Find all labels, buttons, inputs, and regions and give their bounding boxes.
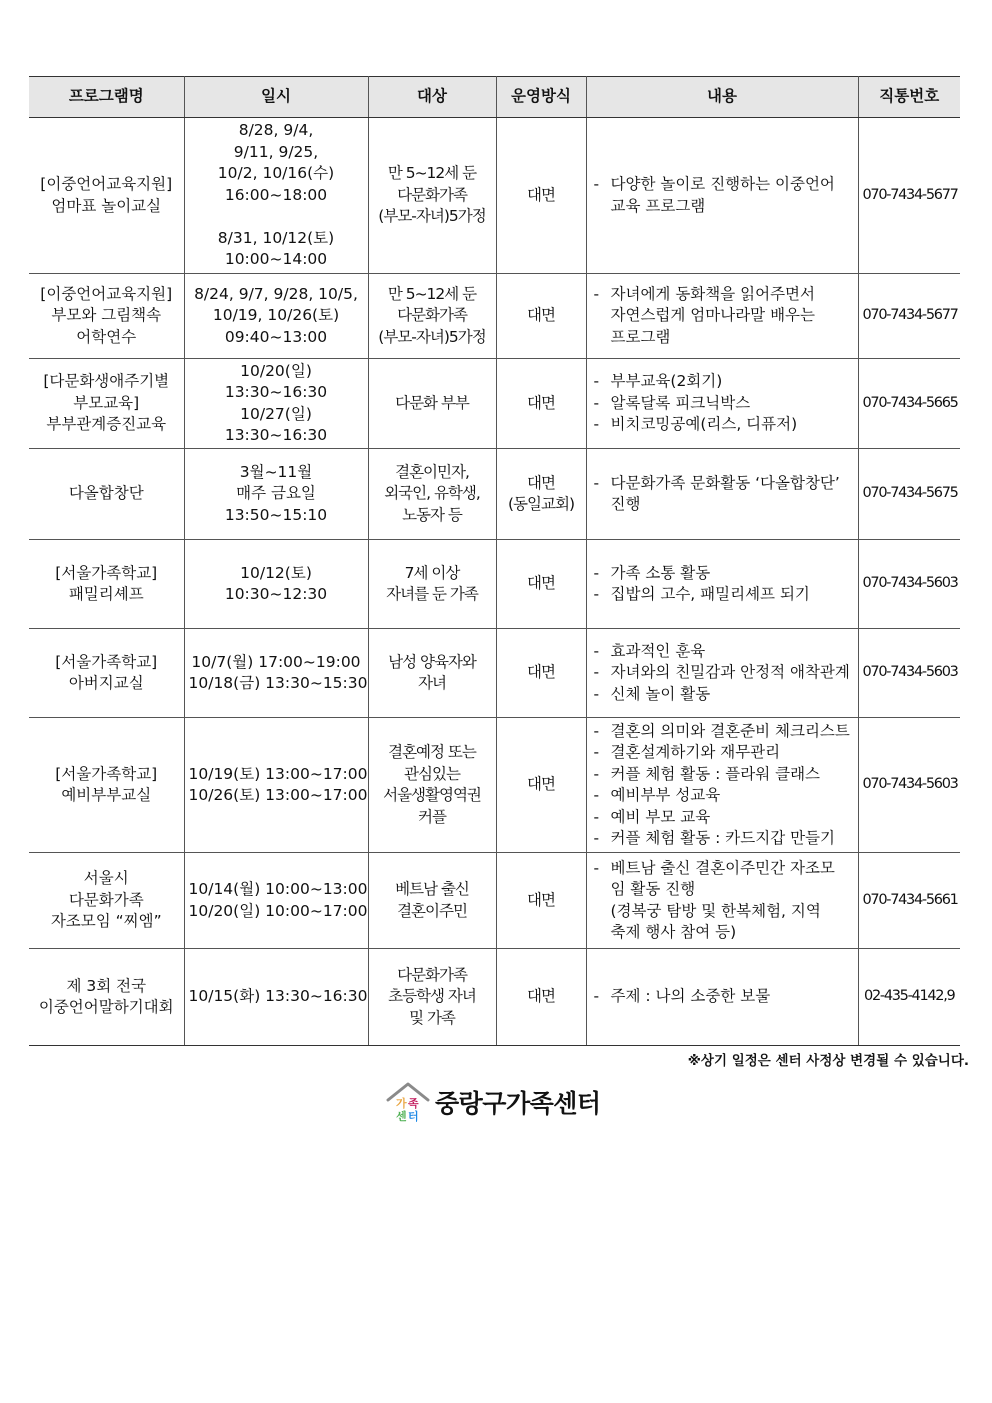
- target-cell-line: 서울생활영역권: [383, 786, 481, 804]
- content-cell: [586, 853, 858, 949]
- program-name-cell-line: 부모와 그림책속: [51, 306, 162, 325]
- schedule-cell-line: 10/19(토) 13:00~17:00: [188, 764, 368, 783]
- program-name-cell-line: [다문화생애주기별: [43, 372, 170, 391]
- target-cell-line: 베트남 출신: [395, 880, 469, 898]
- schedule-cell-line: 13:30~16:30: [224, 426, 328, 444]
- target-cell-line: 노동자 등: [402, 505, 462, 524]
- method-cell: [496, 274, 586, 359]
- program-name-cell: [29, 118, 184, 274]
- table-row: [29, 629, 960, 718]
- program-name-cell: [29, 629, 184, 718]
- bullet-text: [611, 721, 854, 743]
- bullet-text-line: 다양한 놀이로 진행하는 이중언어: [610, 175, 835, 193]
- method-cell: [496, 718, 586, 853]
- content-cell: [586, 629, 858, 718]
- bullet-text-line: (경복궁 탐방 및 한복체험, 지역: [610, 901, 821, 920]
- bullet-text-line: 예비부부 성교육: [610, 786, 721, 804]
- logo-mark-sen: 센: [396, 1110, 407, 1123]
- schedule-cell-line: 09:40~13:00: [224, 327, 328, 346]
- bullet-text: [611, 986, 854, 1008]
- schedule-cell-line: 8/28, 9/4,: [238, 121, 314, 140]
- target-cell-line: 외국인, 유학생,: [384, 484, 480, 503]
- header-target: 대상: [368, 77, 496, 118]
- bullet-text: [611, 807, 854, 829]
- bullet-text: [611, 785, 854, 807]
- phone-number-cell: 070-7434-5677: [858, 118, 960, 274]
- method-cell-line: 대면: [527, 306, 555, 325]
- table-row: [29, 540, 960, 629]
- method-cell-line: 대면: [527, 574, 555, 593]
- schedule-cell-line: 8/31, 10/12(토): [217, 228, 335, 247]
- method-cell-line: (동일교회): [508, 495, 574, 513]
- phone-number-cell: 070-7434-5603: [858, 629, 960, 718]
- schedule-cell-line: 10:00~14:00: [224, 250, 328, 269]
- content-cell: [586, 949, 858, 1046]
- program-name-cell: [29, 718, 184, 853]
- target-cell-line: 남성 양육자와: [388, 652, 476, 671]
- schedule-cell: [184, 949, 368, 1046]
- program-name-cell-line: 부부관계증진교육: [46, 415, 167, 434]
- content-bullet: [594, 393, 854, 415]
- bullet-dash: -: [593, 641, 600, 660]
- schedule-cell: [184, 449, 368, 540]
- target-cell-line: (부모-자녀)5가정: [378, 327, 486, 346]
- bullet-text-line: 예비 부모 교육: [610, 807, 711, 826]
- header-content: 내용: [586, 77, 858, 118]
- bullet-text-line: 자녀와의 친밀감과 안정적 애착관계: [610, 663, 850, 682]
- program-name-cell-line: 패밀리셰프: [68, 585, 144, 603]
- schedule-cell-line: 16:00~18:00: [224, 185, 328, 204]
- content-bullet: [594, 641, 854, 663]
- table-row: [29, 718, 960, 853]
- program-name-cell-line: [서울가족학교]: [55, 764, 158, 783]
- target-cell-line: 결혼이민자,: [395, 462, 469, 481]
- bullet-text-line: 자연스럽게 엄마나라말 배우는: [610, 306, 816, 325]
- bullet-text-line: 결혼의 의미와 결혼준비 체크리스트: [610, 721, 850, 740]
- bullet-text: [611, 393, 854, 415]
- target-cell-line: (부모-자녀)5가정: [378, 207, 486, 226]
- bullet-text-line: 비치코밍공예(리스, 디퓨저): [610, 415, 798, 434]
- content-bullet: [594, 828, 854, 850]
- program-name-cell-line: [이중언어교육지원]: [40, 284, 173, 303]
- content-bullet: [594, 684, 854, 706]
- content-cell: [586, 359, 858, 449]
- schedule-cell-line: 10/20(일): [240, 361, 312, 380]
- schedule-cell-line: 10/12(토): [240, 563, 312, 582]
- target-cell-line: 만 5~12세 둔: [387, 164, 477, 183]
- target-cell-line: 다문화가족: [397, 965, 467, 984]
- schedule-cell-line: 10/14(월) 10:00~13:00: [188, 880, 368, 898]
- bullet-text-line: 신체 놀이 활동: [610, 684, 711, 703]
- content-bullet: [594, 284, 854, 349]
- target-cell-line: 다문화가족: [397, 185, 467, 204]
- target-cell: [368, 449, 496, 540]
- method-cell-line: 대면: [527, 473, 555, 492]
- content-bullet: [594, 414, 854, 436]
- target-cell-line: 커플: [418, 807, 446, 826]
- content-cell: [586, 118, 858, 274]
- content-bullet: [594, 807, 854, 829]
- bullet-text-line: 진행: [610, 495, 641, 513]
- header-schedule: 일시: [184, 77, 368, 118]
- program-name-cell-line: 엄마표 놀이교실: [51, 196, 162, 215]
- table-row: [29, 853, 960, 949]
- bullet-dash: -: [593, 858, 600, 877]
- program-name-cell-line: [이중언어교육지원]: [40, 175, 173, 193]
- schedule-change-note: ※상기 일정은 센터 사정상 변경될 수 있습니다.: [687, 1053, 969, 1069]
- target-cell-line: 관심있는: [404, 764, 460, 783]
- program-name-cell-line: 다올합창단: [68, 484, 144, 503]
- bullet-text-line: 자녀에게 동화책을 읽어주면서: [610, 284, 816, 303]
- schedule-cell-line: 10/26(토) 13:00~17:00: [188, 786, 368, 804]
- logo-mark-teo: 터: [408, 1110, 419, 1123]
- table-row: [29, 274, 960, 359]
- bullet-dash: -: [593, 415, 600, 434]
- content-cell: [586, 718, 858, 853]
- bullet-dash: -: [593, 764, 600, 783]
- program-name-cell: [29, 449, 184, 540]
- bullet-text-line: 집밥의 고수, 패밀리셰프 되기: [610, 585, 810, 603]
- content-bullet: [594, 473, 854, 516]
- program-name-cell-line: 서울시: [83, 869, 129, 888]
- bullet-dash: -: [593, 987, 600, 1006]
- schedule-cell-line: 13:50~15:10: [224, 505, 328, 524]
- bullet-text-line: 축제 행사 참여 등): [610, 923, 737, 941]
- content-bullet: [594, 174, 854, 217]
- schedule-cell-line: 10/7(월) 17:00~19:00: [191, 652, 361, 671]
- target-cell-line: 결혼이주민: [397, 901, 467, 920]
- content-bullet: [594, 742, 854, 764]
- schedule-cell-line: 9/11, 9/25,: [233, 142, 319, 161]
- content-bullet: [594, 662, 854, 684]
- target-cell-line: 자녀를 둔 가족: [386, 585, 478, 603]
- phone-number-cell: 070-7434-5603: [858, 540, 960, 629]
- table-row: [29, 949, 960, 1046]
- method-cell-line: 대면: [527, 775, 555, 794]
- content-bullet: [594, 785, 854, 807]
- program-name-cell-line: 제 3회 전국: [66, 976, 147, 995]
- bullet-text: [611, 641, 854, 663]
- bullet-text: [611, 584, 854, 606]
- target-cell-line: 다문화 부부: [395, 393, 469, 412]
- target-cell: [368, 274, 496, 359]
- family-center-logo-icon: [385, 1080, 431, 1124]
- target-cell-line: 다문화가족: [397, 306, 467, 325]
- method-cell: [496, 359, 586, 449]
- bullet-dash: -: [593, 721, 600, 740]
- bullet-text: [611, 764, 854, 786]
- schedule-cell-line: 13:30~16:30: [224, 383, 328, 401]
- schedule-cell-line: [189, 206, 364, 228]
- content-cell: [586, 449, 858, 540]
- bullet-dash: -: [593, 563, 600, 582]
- phone-number-cell: 070-7434-5675: [858, 449, 960, 540]
- program-name-cell-line: 예비부부교실: [61, 786, 152, 804]
- content-bullet: [594, 371, 854, 393]
- method-cell: [496, 449, 586, 540]
- bullet-text: [611, 414, 854, 436]
- method-cell: [496, 949, 586, 1046]
- bullet-dash: -: [593, 393, 600, 412]
- table-header-row: [29, 77, 960, 118]
- schedule-cell: [184, 359, 368, 449]
- bullet-text: [611, 662, 854, 684]
- target-cell: [368, 629, 496, 718]
- program-name-cell-line: 어학연수: [76, 327, 137, 346]
- header-phone: 직통번호: [858, 77, 960, 118]
- bullet-text: [611, 858, 854, 944]
- target-cell: [368, 949, 496, 1046]
- bullet-dash: -: [593, 284, 600, 303]
- bullet-dash: -: [593, 473, 600, 492]
- schedule-cell: [184, 274, 368, 359]
- content-bullet: [594, 858, 854, 944]
- bullet-text-line: 베트남 출신 결혼이주민간 자조모: [610, 858, 835, 877]
- method-cell-line: 대면: [527, 890, 555, 909]
- target-cell-line: 7세 이상: [404, 563, 460, 582]
- method-cell: [496, 540, 586, 629]
- schedule-cell: [184, 718, 368, 853]
- schedule-cell-line: 3월~11월: [239, 462, 313, 481]
- logo-mark-ga: 가: [396, 1097, 407, 1110]
- bullet-text: [611, 473, 854, 516]
- center-name: 중랑구가족센터: [435, 1089, 601, 1118]
- bullet-dash: -: [593, 663, 600, 682]
- phone-number-cell: 02-435-4142,9: [858, 949, 960, 1046]
- method-cell-line: 대면: [527, 393, 555, 412]
- content-cell: [586, 540, 858, 629]
- program-name-cell-line: 자조모임 “찌엠”: [50, 912, 162, 931]
- bullet-text: [611, 563, 854, 585]
- target-cell-line: 결혼예정 또는: [388, 743, 476, 761]
- phone-number-cell: 070-7434-5661: [858, 853, 960, 949]
- bullet-dash: -: [593, 829, 600, 847]
- method-cell-line: 대면: [527, 663, 555, 682]
- bullet-dash: -: [593, 175, 600, 193]
- method-cell-line: 대면: [527, 185, 555, 204]
- table-row: [29, 449, 960, 540]
- target-cell: [368, 118, 496, 274]
- method-cell: [496, 853, 586, 949]
- bullet-dash: -: [593, 807, 600, 826]
- schedule-cell-line: 매주 금요일: [236, 484, 316, 503]
- bullet-text-line: 가족 소통 활동: [610, 563, 711, 582]
- schedule-cell-line: 10/27(일): [240, 404, 312, 423]
- schedule-cell: [184, 118, 368, 274]
- bullet-text-line: 다문화가족 문화활동 ‘다올합창단’: [610, 473, 840, 492]
- content-bullet: [594, 721, 854, 743]
- phone-number-cell: 070-7434-5603: [858, 718, 960, 853]
- content-bullet: [594, 563, 854, 585]
- logo-mark-jok: 족: [408, 1097, 419, 1110]
- program-name-cell-line: [서울가족학교]: [55, 652, 158, 671]
- bullet-dash: -: [593, 684, 600, 703]
- bullet-text-line: 결혼설계하기와 재무관리: [610, 743, 781, 761]
- bullet-dash: -: [593, 743, 600, 761]
- bullet-text-line: 효과적인 훈육: [610, 641, 706, 660]
- program-name-cell: [29, 274, 184, 359]
- bullet-text: [611, 371, 854, 393]
- schedule-cell-line: 8/24, 9/7, 9/28, 10/5,: [194, 284, 358, 303]
- schedule-cell-line: 10/15(화) 13:30~16:30: [188, 987, 368, 1006]
- program-name-cell-line: [서울가족학교]: [55, 563, 158, 582]
- table-row: [29, 359, 960, 449]
- bullet-text-line: 임 활동 진행: [610, 880, 696, 898]
- bullet-text-line: 알록달록 피크닉박스: [610, 393, 751, 412]
- table-row: [29, 118, 960, 274]
- bullet-text: [611, 684, 854, 706]
- bullet-text: [611, 174, 854, 217]
- bullet-text-line: 주제 : 나의 소중한 보물: [610, 987, 771, 1006]
- bullet-text-line: 프로그램: [610, 327, 671, 346]
- schedule-cell: [184, 629, 368, 718]
- content-bullet: [594, 584, 854, 606]
- target-cell: [368, 718, 496, 853]
- bullet-text: [611, 742, 854, 764]
- schedule-cell: [184, 853, 368, 949]
- program-name-cell: [29, 540, 184, 629]
- target-cell-line: 만 5~12세 둔: [387, 284, 477, 303]
- bullet-dash: -: [593, 372, 600, 391]
- program-name-cell-line: 부모교육]: [73, 393, 140, 412]
- bullet-text-line: 부부교육(2회기): [610, 372, 723, 391]
- header-program: 프로그램명: [29, 77, 184, 118]
- program-name-cell: [29, 853, 184, 949]
- program-name-cell-line: 다문화가족: [68, 890, 144, 909]
- method-cell: [496, 118, 586, 274]
- content-cell: [586, 274, 858, 359]
- header-method: 운영방식: [496, 77, 586, 118]
- target-cell: [368, 359, 496, 449]
- bullet-text-line: 커플 체험 활동 : 플라워 클래스: [610, 764, 821, 783]
- bullet-text: [611, 828, 854, 850]
- schedule-cell-line: 10/20(일) 10:00~17:00: [188, 901, 368, 920]
- bullet-text-line: 교육 프로그램: [610, 196, 706, 215]
- center-logo: [385, 1080, 601, 1124]
- program-name-cell: [29, 949, 184, 1046]
- bullet-text: [611, 284, 854, 349]
- target-cell-line: 자녀: [418, 674, 446, 692]
- target-cell: [368, 540, 496, 629]
- program-name-cell-line: 아버지교실: [68, 674, 144, 692]
- target-cell: [368, 853, 496, 949]
- schedule-cell-line: 10:30~12:30: [224, 585, 328, 603]
- program-table: [29, 76, 960, 1046]
- bullet-text-line: 커플 체험 활동 : 카드지갑 만들기: [610, 829, 836, 847]
- target-cell-line: 초등학생 자녀: [388, 987, 476, 1006]
- content-bullet: [594, 986, 854, 1008]
- phone-number-cell: 070-7434-5665: [858, 359, 960, 449]
- target-cell-line: 및 가족: [409, 1008, 455, 1027]
- program-name-cell: [29, 359, 184, 449]
- schedule-cell-line: 10/18(금) 13:30~15:30: [188, 674, 368, 692]
- phone-number-cell: 070-7434-5677: [858, 274, 960, 359]
- schedule-cell-line: 10/2, 10/16(수): [217, 164, 335, 183]
- table-body: [29, 118, 960, 1046]
- content-bullet: [594, 764, 854, 786]
- bullet-dash: -: [593, 786, 600, 804]
- method-cell: [496, 629, 586, 718]
- program-name-cell-line: 이중언어말하기대회: [38, 998, 174, 1016]
- bullet-dash: -: [593, 585, 600, 603]
- schedule-cell-line: 10/19, 10/26(토): [212, 306, 340, 325]
- schedule-cell: [184, 540, 368, 629]
- method-cell-line: 대면: [527, 987, 555, 1006]
